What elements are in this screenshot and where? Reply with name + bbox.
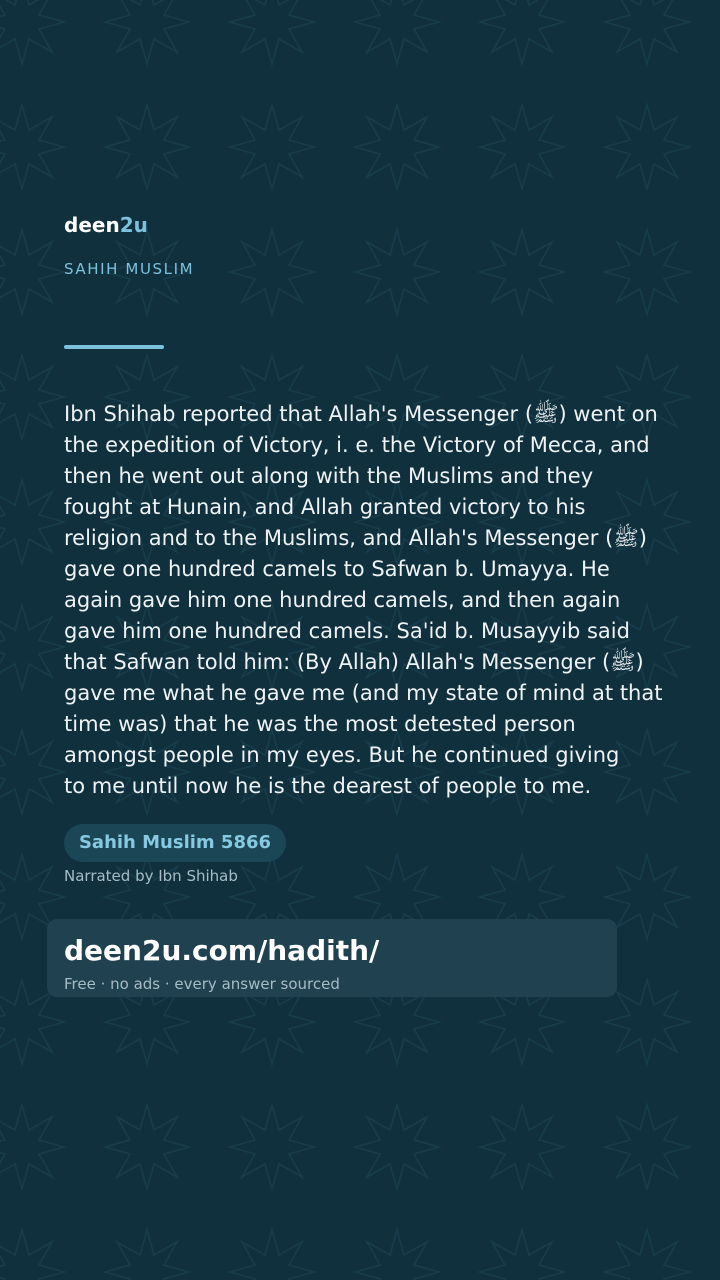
hadith-line: fought at Hunain, and Allah granted victory to his <box>64 495 586 519</box>
hadith-reference-badge: Sahih Muslim 5866 <box>64 824 286 862</box>
narrator-label: Narrated by Ibn Shihab <box>64 867 238 885</box>
brand-logo <box>64 212 148 238</box>
hadith-line: again gave him one hundred camels, and then again <box>64 588 621 612</box>
hadith-line: the expedition of Victory, i. e. the Victory of Mecca, and <box>64 433 650 457</box>
cta-url-link[interactable]: deen2u.com/hadith/ <box>64 934 380 967</box>
brand-suffix: 2u <box>119 213 148 237</box>
hadith-line: amongst people in my eyes. But he continued giving <box>64 743 620 767</box>
hadith-line: Ibn Shihab reported that Allah's Messenger (ﷺ) went on <box>64 402 658 426</box>
hadith-line: gave one hundred camels to Safwan b. Umayya. He <box>64 557 610 581</box>
hadith-line: gave me what he gave me (and my state of mind at that <box>64 681 663 705</box>
hadith-line: time was) that he was the most detested person <box>64 712 576 736</box>
hadith-line: to me until now he is the dearest of people to me. <box>64 774 592 798</box>
hadith-line: that Safwan told him: (By Allah) Allah's Messenger (ﷺ) <box>64 650 644 674</box>
cta-tagline: Free · no ads · every answer sourced <box>64 975 340 993</box>
accent-divider <box>64 345 164 349</box>
brand-prefix: deen <box>64 213 120 237</box>
cta-card[interactable] <box>47 919 617 997</box>
hadith-line: gave him one hundred camels. Sa'id b. Musayyib said <box>64 619 630 643</box>
hadith-line: then he went out along with the Muslims and they <box>64 464 594 488</box>
collection-label: SAHIH MUSLIM <box>64 260 195 278</box>
hadith-line: religion and to the Muslims, and Allah's Messenger (ﷺ) <box>64 526 647 550</box>
hadith-text <box>64 399 663 802</box>
